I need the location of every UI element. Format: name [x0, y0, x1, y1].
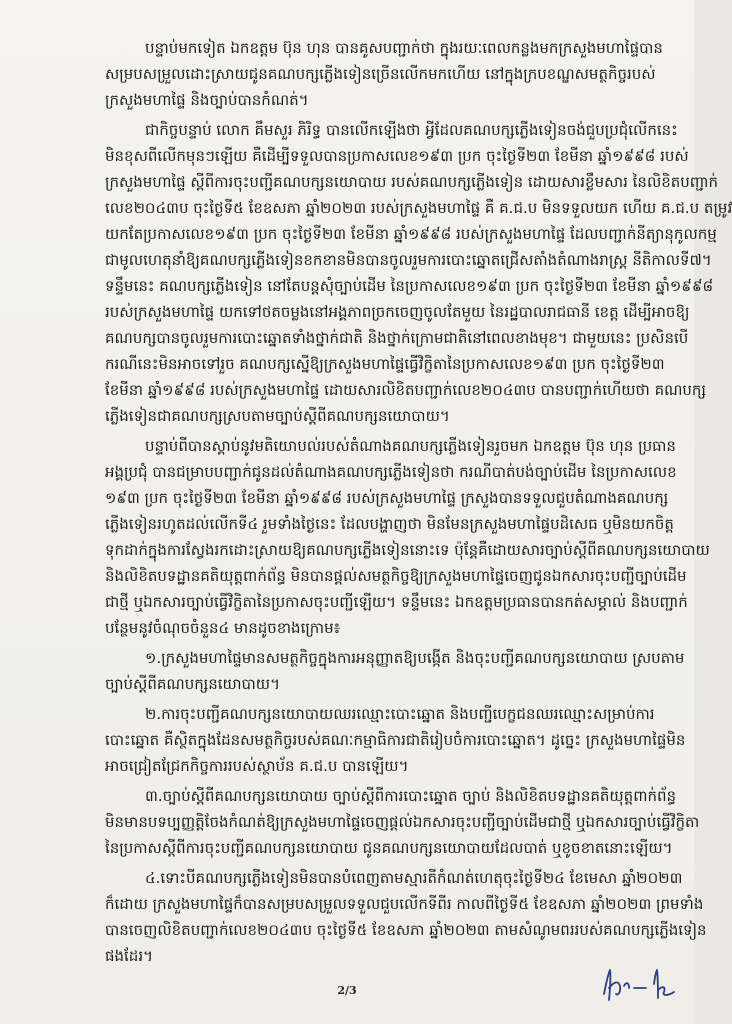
numbered-item: [105, 865, 707, 969]
text-line: បានចេញលិខិតបញ្ជាក់លេខ២០៤៣ប ចុះថ្ងៃទី៥ ខែឧសភា ឆ្នាំ២០២៣ តាមសំណូមពររបស់គណបក្សភ្លើងទៀន: [105, 921, 707, 939]
paragraph: [105, 117, 732, 429]
paragraph: [105, 35, 663, 113]
numbered-item: [105, 701, 686, 779]
text-line: នៃប្រកាសស្ដីពីការចុះបញ្ជីគណបក្សនយោបាយ ជូនគណបក្សនយោបាយដែលបាត់ ឬខូចខាតនោះឡើយ។: [105, 839, 673, 857]
text-line: ខែមីនា ឆ្នាំ១៩៩៨ របស់ក្រសួងមហាផ្ទៃ ដោយសារលិខិតបញ្ជាក់លេខ២០៤៣ប បានបញ្ជាក់ហើយថា គណបក្ស: [105, 381, 706, 399]
text-line: គណបក្សបានចូលរួមការបោះឆ្នោតទាំងថ្នាក់ជាតិ និងថ្នាក់ក្រោមជាតិនៅពេលខាងមុខ។ ជាមួយនេះ ប្រសិនបើ: [105, 329, 689, 347]
text-line: បន្ទាប់ពីបានស្ដាប់នូវមតិយោបល់របស់តំណាងគណបក្សភ្លើងទៀនរួចមក ឯកឧត្តម ប៊ុន ហុន ប្រធាន: [145, 437, 676, 455]
text-line: ក្រសួងមហាផ្ទៃ និងច្បាប់បានកំណត់។: [105, 91, 309, 109]
text-line: ជាមូលហេតុនាំឱ្យគណបក្សភ្លើងទៀនខកខានមិនបានចូលរួមការបោះឆ្នោតជ្រើសតាំងតំណាងរាស្ត្រ នីតិកាលទី៧។: [105, 251, 712, 269]
text-line: ៣.ច្បាប់ស្ដីពីគណបក្សនយោបាយ ច្បាប់ស្ដីពីការបោះឆ្នោត ច្បាប់ និងលិខិតបទដ្ឋានគតិយុត្តពាក់ព័ន្ធ: [145, 787, 677, 805]
text-line: ភ្លើងទៀនជាគណបក្សស្របតាមច្បាប់ស្ដីពីគណបក្សនយោបាយ។: [105, 407, 450, 425]
text-line: ក៏ដោយ ក្រសួងមហាផ្ទៃក៏បានសម្របសម្រួលទទួលជួបលើកទីពីរ កាលពីថ្ងៃទី៥ ខែឧសភា ឆ្នាំ២០២៣ ព្រមទាំង: [105, 895, 704, 913]
text-line: ទន្ទឹមនេះ គណបក្សភ្លើងទៀន នៅតែបន្តសុំច្បាប់ដើម នៃប្រកាសលេខ១៩៣ ប្រក ចុះថ្ងៃទី២៣ ខែមីនា ឆ្នាំ១៩៩៨: [105, 277, 714, 295]
text-line: សម្របសម្រួលដោះស្រាយជូនគណបក្សភ្លើងទៀនច្រើនលើកមកហើយ នៅក្នុងក្របខណ្ឌសមត្ថកិច្ចរបស់: [105, 65, 656, 83]
numbered-item: [105, 645, 685, 697]
text-line: របស់ក្រសួងមហាផ្ទៃ យកទៅថតចម្លងនៅអង្គភាពច្រកចេញចូលតែមួយ នៃរដ្ឋបាលរាជធានី ខេត្ត ដើម្បីអាចឱ្យ: [105, 303, 690, 321]
numbered-item: [105, 783, 700, 861]
paragraph: [105, 433, 710, 641]
text-line: ផងដែរ។: [105, 947, 153, 965]
text-line: អាចជ្រៀតជ្រែកកិច្ចការរបស់ស្ថាប័ន គ.ជ.ប បានឡើយ។: [105, 757, 409, 775]
text-line: មិនខុសពីលើកមុនៗឡើយ គឺដើម្បីទទួលបានប្រកាសលេខ១៩៣ ប្រក ចុះថ្ងៃទី២៣ ខែមីនា ឆ្នាំ១៩៩៨ របស់: [105, 147, 689, 165]
text-line: ទុកដាក់ក្នុងការស្វែងរកដោះស្រាយឱ្យគណបក្សភ្លើងទៀននោះទេ ប៉ុន្តែគឺដោយសារច្បាប់ស្ដីពីគណបក្សនយោបាយ: [105, 541, 710, 559]
text-line: ជាថ្មី ឬឯកសារច្បាប់ធ្វើវិក្ខិតានៃប្រកាសចុះបញ្ជីឡើយ។ ទន្ទឹមនេះ ឯកឧត្តមប្រធានបានកត់សម្គាល់ និងបញ្ជាក់: [105, 593, 688, 611]
page-number: 2/3: [337, 984, 357, 997]
text-line: ២.ការចុះបញ្ជីគណបក្សនយោបាយឈរឈ្មោះបោះឆ្នោត និងបញ្ជីបេក្ខជនឈរឈ្មោះសម្រាប់ការ: [145, 705, 655, 723]
text-line: បន្ទាប់មកទៀត ឯកឧត្តម ប៊ុន ហុន បានគូសបញ្ជាក់ថា ក្នុងរយៈពេលកន្លងមកក្រសួងមហាផ្ទៃបាន: [145, 39, 663, 57]
text-line: លេខ២០៤៣ប ចុះថ្ងៃទី៥ ខែឧសភា ឆ្នាំ២០២៣ របស់ក្រសួងមហាផ្ទៃ គឺ គ.ជ.ប មិនទទួលយក ហើយ គ.ជ.ប តម្រូវ: [105, 199, 732, 217]
text-line: ១.ក្រសួងមហាផ្ទៃមានសមត្ថកិច្ចក្នុងការអនុញ្ញាតឱ្យបង្កើត និងចុះបញ្ជីគណបក្សនយោបាយ ស្របតាម: [145, 649, 685, 667]
text-line: មិនមានបទប្បញ្ញត្តិចែងកំណត់ឱ្យក្រសួងមហាផ្ទៃចេញផ្ដល់ឯកសារចុះបញ្ជីច្បាប់ដើមជាថ្មី ឬឯកសារច្បាប់ធ្វើវិក្ខិតា: [105, 813, 700, 831]
text-line: ១៩៣ ប្រក ចុះថ្ងៃទី២៣ ខែមីនា ឆ្នាំ១៩៩៨ របស់ក្រសួងមហាផ្ទៃ ក្រសួងបានទទួលជួបតំណាងគណបក្ស: [105, 489, 669, 507]
text-line: អង្គប្រជុំ បានជម្រាបបញ្ជាក់ជូនដល់តំណាងគណបក្សភ្លើងទៀនថា ករណីបាត់បង់ច្បាប់ដើម នៃប្រកាសលេខ: [105, 463, 677, 481]
text-line: ជាកិច្ចបន្ទាប់ លោក គឹមសួរ ភិរិទ្ធ បានលើកឡើងថា អ្វីដែលគណបក្សភ្លើងទៀនចង់ជួបប្រជុំលើកនេះ: [145, 121, 678, 139]
text-line: បោះឆ្នោត គឺស្ថិតក្នុងដែនសមត្ថកិច្ចរបស់គណៈកម្មាធិការជាតិរៀបចំការបោះឆ្នោត។ ដូច្នេះ ក្រសួងមហាផ្ទៃមិន: [105, 731, 686, 749]
text-line: ច្បាប់ស្ដីពីគណបក្សនយោបាយ។: [105, 675, 280, 693]
text-line: ក្រសួងមហាផ្ទៃ ស្ដីពីការចុះបញ្ជីគណបក្សនយោបាយ របស់គណបក្សភ្លើងទៀន ដោយសារខ្លឹមសារ នៃលិខិតបញ្ជាក់: [105, 173, 719, 191]
signature: [598, 964, 688, 1006]
text-line: ភ្លើងទៀនរហូតដល់លើកទី៤ រួមទាំងថ្ងៃនេះ ដែលបង្ហាញថា មិនមែនក្រសួងមហាផ្ទៃបដិសេធ ឬមិនយកចិត្ត: [105, 515, 674, 533]
text-line: និងលិខិតបទដ្ឋានគតិយុត្តពាក់ព័ន្ធ មិនបានផ្ដល់សមត្ថកិច្ចឱ្យក្រសួងមហាផ្ទៃចេញជូនឯកសារចុះបញ្ជីច្បាប់ដើម: [105, 567, 687, 585]
text-line: ករណីនេះមិនអាចទៅរួច គណបក្សស្នើឱ្យក្រសួងមហាផ្ទៃធ្វើវិក្ខិតានៃប្រកាសលេខ១៩៣ ប្រក ចុះថ្ងៃទី២៣: [105, 355, 665, 373]
text-line: យកតែប្រកាសលេខ១៩៣ ប្រក ចុះថ្ងៃទី២៣ ខែមីនា ឆ្នាំ១៩៩៨ របស់ក្រសួងមហាផ្ទៃ ដែលបញ្ជាក់នីត្យានុកូលកម្ម: [105, 225, 717, 243]
text-line: បន្ថែមនូវចំណុចចំនួន៤ មានដូចខាងក្រោម៖: [105, 619, 341, 637]
text-line: ៤.ទោះបីគណបក្សភ្លើងទៀនមិនបានបំពេញតាមស្មារតីកំណត់ហេតុចុះថ្ងៃទី២៤ ខែមេសា ឆ្នាំ២០២៣: [145, 869, 683, 887]
